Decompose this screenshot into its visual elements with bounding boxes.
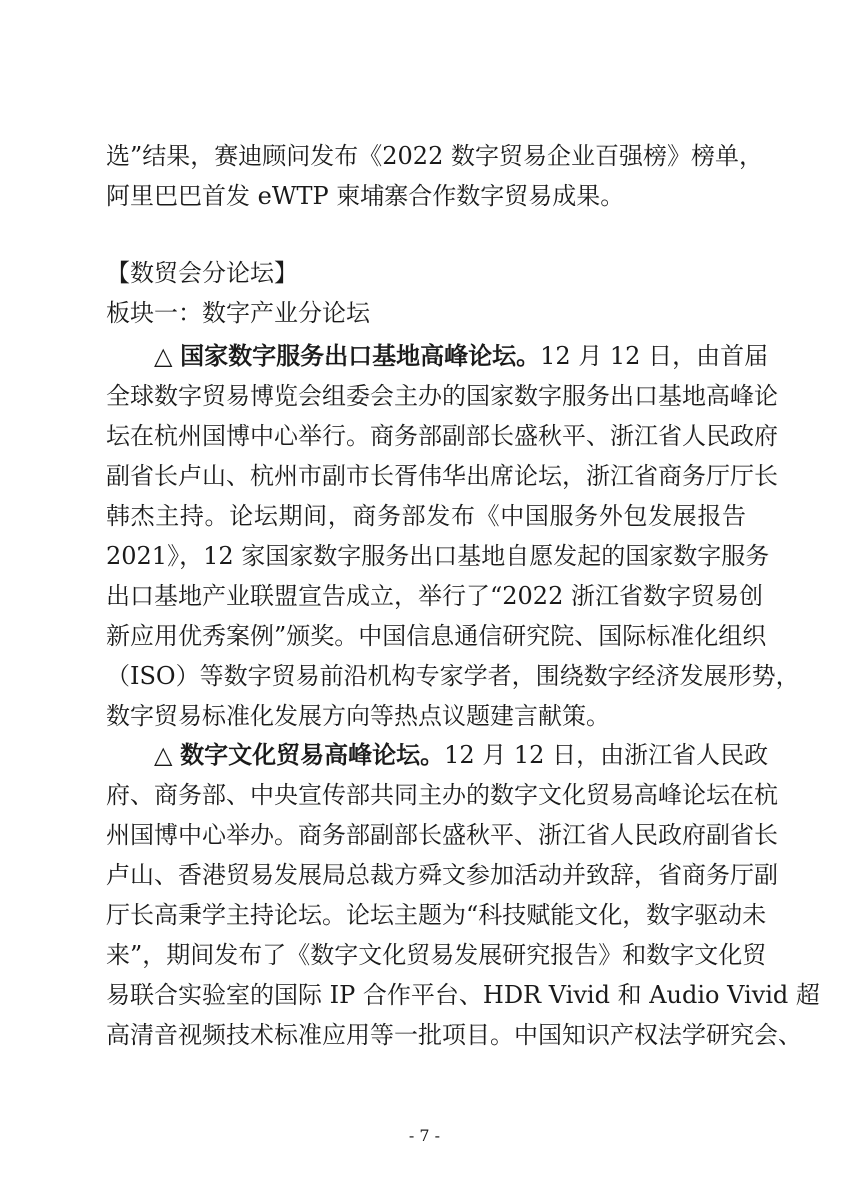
paragraph1-lead: 国家数字服务出口基地高峰论坛。 xyxy=(180,341,541,370)
intro-line-1: 选”结果，赛迪顾问发布《2022 数字贸易企业百强榜》榜单， xyxy=(106,142,763,170)
paragraph2-first-line-rest: 12 月 12 日，由浙江省人民政 xyxy=(444,741,769,769)
paragraph1-first-line xyxy=(106,336,769,376)
page-number: - 7 - xyxy=(408,1126,441,1145)
paragraph2-line: 府、商务部、中央宣传部共同主办的数字文化贸易高峰论坛在杭 xyxy=(106,781,778,809)
paragraph1-line: 出口基地产业联盟宣告成立，举行了“2022 浙江省数字贸易创 xyxy=(106,582,763,610)
paragraph2-line: 厅长高秉学主持论坛。论坛主题为“科技赋能文化，数字驱动未 xyxy=(106,901,767,929)
paragraph1-line: （ISO）等数字贸易前沿机构专家学者，围绕数字经济发展形势， xyxy=(106,662,800,690)
paragraph2-line: 卢山、香港贸易发展局总裁方舜文参加活动并致辞，省商务厅副 xyxy=(106,861,778,889)
paragraph2-lead: 数字文化贸易高峰论坛。 xyxy=(180,740,445,769)
paragraph1-line: 坛在杭州国博中心举行。商务部副部长盛秋平、浙江省人民政府 xyxy=(106,422,778,450)
paragraph2-line: 易联合实验室的国际 IP 合作平台、HDR Vivid 和 Audio Vivid 超 xyxy=(106,981,820,1009)
paragraph2-line: 来”，期间发布了《数字文化贸易发展研究报告》和数字文化贸 xyxy=(106,941,767,969)
paragraph1-line: 数字贸易标准化发展方向等热点议题建言献策。 xyxy=(106,702,610,730)
paragraph2-line: 高清音视频技术标准应用等一批项目。中国知识产权法学研究会、 xyxy=(106,1021,802,1049)
paragraph1-line: 全球数字贸易博览会组委会主办的国家数字服务出口基地高峰论 xyxy=(106,382,778,410)
subsection-title: 板块一：数字产业分论坛 xyxy=(106,299,370,327)
triangle-marker-icon: △ xyxy=(154,342,173,370)
intro-line-2: 阿里巴巴首发 eWTP 柬埔寨合作数字贸易成果。 xyxy=(106,182,625,210)
paragraph1-first-line-rest: 12 月 12 日，由首届 xyxy=(540,342,769,370)
paragraph2-line: 州国博中心举办。商务部副部长盛秋平、浙江省人民政府副省长 xyxy=(106,821,778,849)
paragraph-national-digital-service-forum xyxy=(106,336,800,736)
paragraph1-line: 新应用优秀案例”颁奖。中国信息通信研究院、国际标准化组织 xyxy=(106,622,767,650)
paragraph1-line: 韩杰主持。论坛期间，商务部发布《中国服务外包发展报告 xyxy=(106,502,746,530)
triangle-marker-icon: △ xyxy=(154,741,173,769)
section-title: 【数贸会分论坛】 xyxy=(106,259,298,287)
intro-paragraph xyxy=(106,136,763,216)
paragraph1-line: 副省长卢山、杭州市副市长胥伟华出席论坛，浙江省商务厅厅长 xyxy=(106,462,778,490)
paragraph2-first-line xyxy=(106,735,769,775)
paragraph1-line: 2021》，12 家国家数字服务出口基地自愿发起的国家数字服务 xyxy=(106,542,770,570)
paragraph-digital-culture-trade-forum xyxy=(106,735,820,1055)
